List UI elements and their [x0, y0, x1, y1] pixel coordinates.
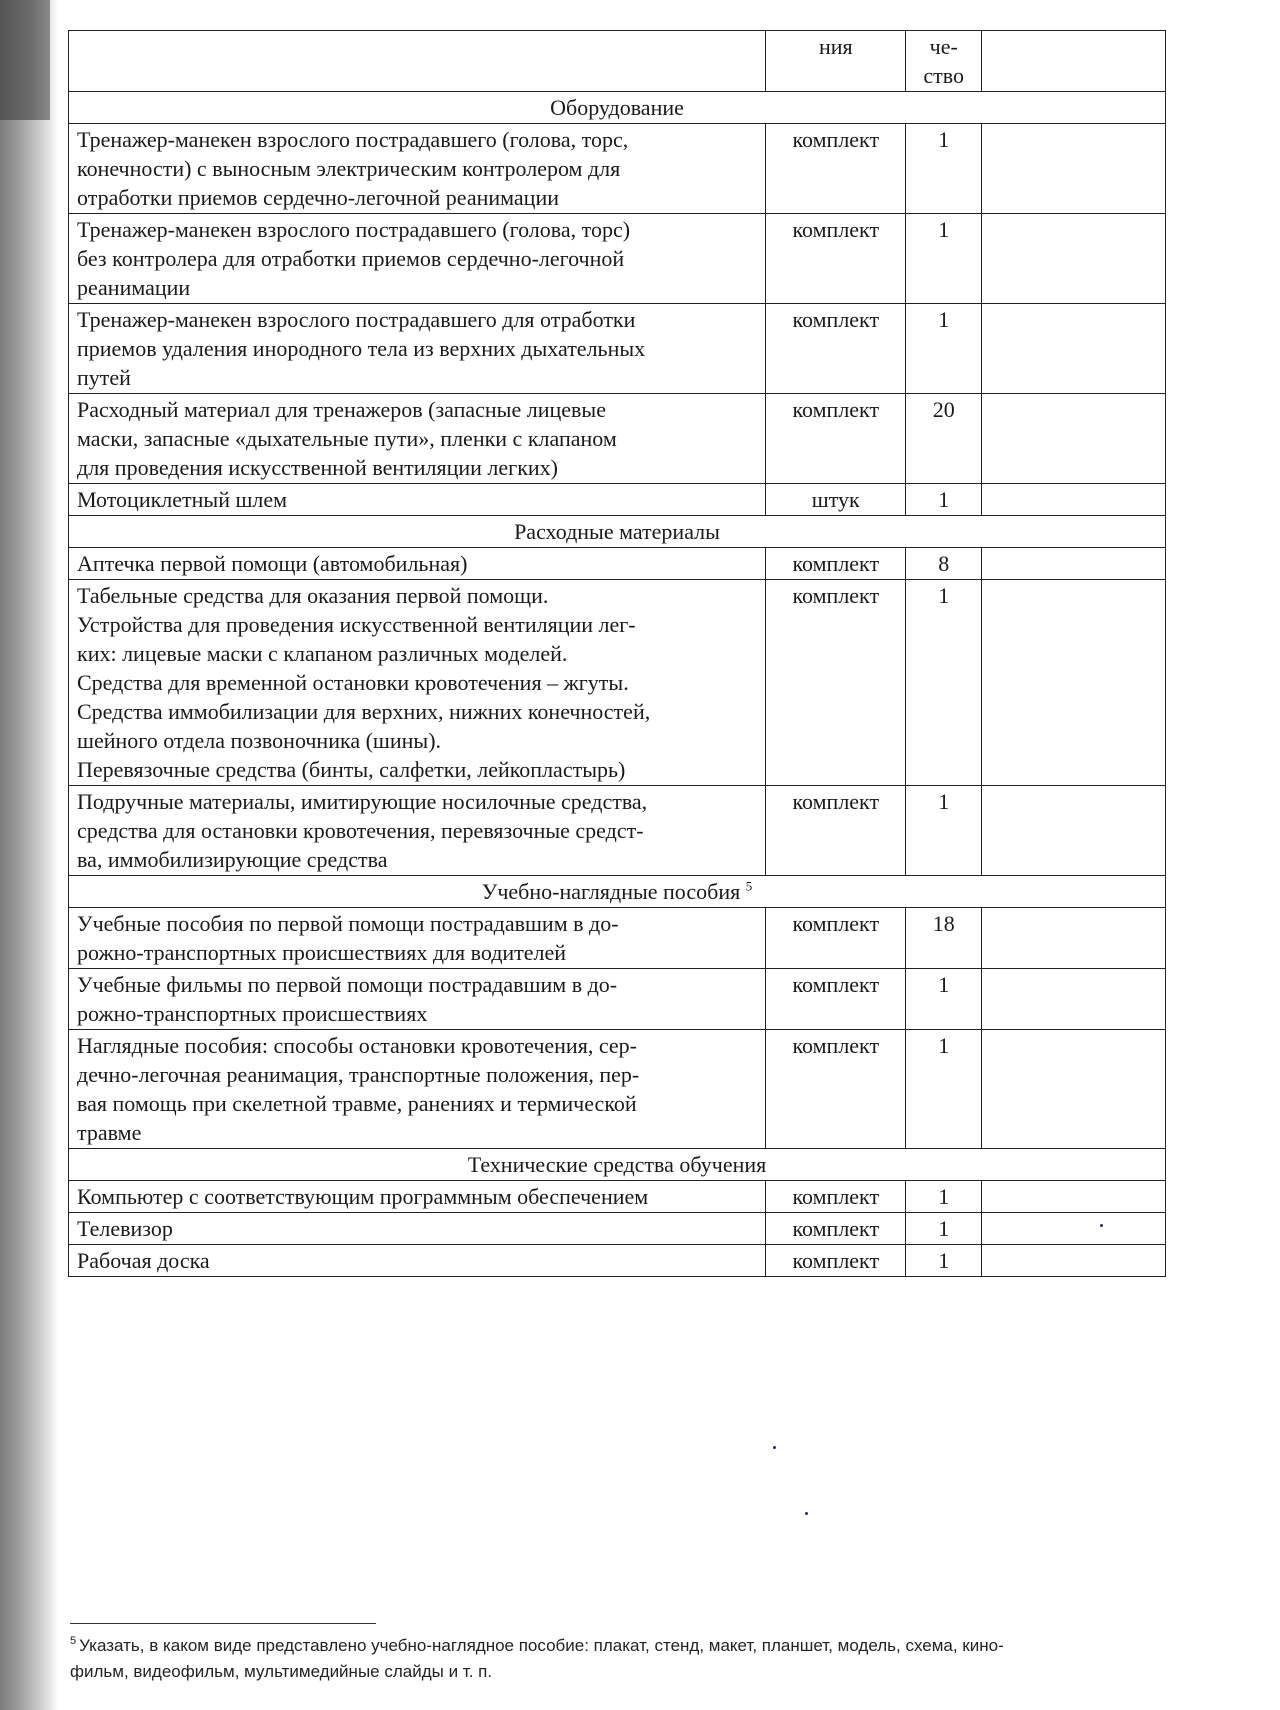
- section-title: [69, 516, 1166, 548]
- text-line: приемов удаления инородного тела из верхних дыхательных: [77, 336, 646, 361]
- table-row: [69, 786, 1166, 876]
- item-name-cell: [69, 580, 766, 786]
- text-line: Тренажер-манекен взрослого пострадавшего (голова, торс): [77, 217, 631, 242]
- item-qty-cell: 1: [906, 1245, 982, 1277]
- table-row: [69, 908, 1166, 969]
- item-name-cell: [69, 548, 766, 580]
- header-unit-cell: [766, 31, 906, 92]
- equipment-table-body: [69, 31, 1166, 1277]
- section-title-text: Технические средства обучения: [467, 1152, 767, 1177]
- section-title-text: Учебно-наглядные пособия: [481, 879, 741, 904]
- item-name-cell: [69, 484, 766, 516]
- item-note-cell: [982, 394, 1166, 484]
- table-row: [69, 394, 1166, 484]
- item-note-cell: [982, 484, 1166, 516]
- equipment-table: [68, 30, 1166, 1277]
- text-line: реанимации: [77, 275, 191, 300]
- text-line: Перевязочные средства (бинты, салфетки, лейкопластырь): [77, 757, 626, 782]
- item-qty-cell: 20: [906, 394, 982, 484]
- item-unit-cell: комплект: [766, 786, 906, 876]
- text-line: Тренажер-манекен взрослого пострадавшего (голова, торс,: [77, 127, 629, 152]
- item-name-cell: [69, 1245, 766, 1277]
- text-line: Средства иммобилизации для верхних, нижних конечностей,: [77, 699, 651, 724]
- table-row: [69, 214, 1166, 304]
- item-name-cell: [69, 1030, 766, 1149]
- text-line: Учебные фильмы по первой помощи пострадавшим в до-: [77, 972, 618, 997]
- item-name-cell: [69, 969, 766, 1030]
- header-unit-text: ния: [818, 34, 853, 59]
- page-edge-shadow: [0, 0, 58, 1710]
- table-row: [69, 969, 1166, 1030]
- item-note-cell: [982, 548, 1166, 580]
- text-line: че-: [929, 34, 958, 59]
- section-row: [69, 92, 1166, 124]
- text-line: ство: [923, 63, 965, 88]
- item-unit-cell: комплект: [766, 394, 906, 484]
- text-line: Расходный материал для тренажеров (запасные лицевые: [77, 397, 606, 422]
- scan-speck: [1100, 1224, 1103, 1227]
- text-line: Компьютер с соответствующим программным обеспечением: [77, 1184, 649, 1209]
- section-title: [69, 1149, 1166, 1181]
- item-qty-cell: 18: [906, 908, 982, 969]
- text-line: маски, запасные «дыхательные пути», пленки с клапаном: [77, 426, 617, 451]
- item-name-cell: [69, 1213, 766, 1245]
- item-qty-cell: 1: [906, 786, 982, 876]
- text-line: ва, иммобилизирующие средства: [77, 847, 388, 872]
- item-note-cell: [982, 1181, 1166, 1213]
- table-row: [69, 548, 1166, 580]
- item-note-cell: [982, 786, 1166, 876]
- item-name-cell: [69, 124, 766, 214]
- page-edge-dark: [0, 0, 50, 120]
- item-qty-cell: 1: [906, 969, 982, 1030]
- text-line: ких: лицевые маски с клапаном различных моделей.: [77, 641, 568, 666]
- text-line: травме: [77, 1120, 142, 1145]
- footnote: [70, 1633, 1170, 1685]
- text-line: Аптечка первой помощи (автомобильная): [77, 551, 468, 576]
- item-unit-cell: комплект: [766, 908, 906, 969]
- item-note-cell: [982, 124, 1166, 214]
- table-header-row: [69, 31, 1166, 92]
- item-name-cell: [69, 1181, 766, 1213]
- item-unit-cell: комплект: [766, 1213, 906, 1245]
- scan-speck: [805, 1512, 808, 1515]
- text-line: без контролера для отработки приемов сердечно-легочной: [77, 246, 625, 271]
- item-unit-cell: комплект: [766, 580, 906, 786]
- text-line: Устройства для проведения искусственной вентиляции лег-: [77, 612, 636, 637]
- item-unit-cell: комплект: [766, 214, 906, 304]
- table-row: [69, 1181, 1166, 1213]
- item-note-cell: [982, 304, 1166, 394]
- footnote-mark: 5: [70, 1635, 77, 1648]
- text-line: Мотоциклетный шлем: [77, 487, 288, 512]
- item-note-cell: [982, 969, 1166, 1030]
- text-line: Подручные материалы, имитирующие носилочные средства,: [77, 789, 648, 814]
- item-note-cell: [982, 580, 1166, 786]
- section-title: [69, 92, 1166, 124]
- item-name-cell: [69, 908, 766, 969]
- text-line: конечности) с выносным электрическим контролером для: [77, 156, 621, 181]
- item-name-cell: [69, 394, 766, 484]
- text-line: рожно-транспортных происшествиях: [77, 1001, 428, 1026]
- section-title: [69, 876, 1166, 908]
- item-unit-cell: комплект: [766, 1030, 906, 1149]
- text-line: вая помощь при скелетной травме, ранениях и термической: [77, 1091, 637, 1116]
- section-row: [69, 876, 1166, 908]
- item-note-cell: [982, 1245, 1166, 1277]
- table-row: [69, 304, 1166, 394]
- scan-speck: [773, 1446, 776, 1449]
- text-line: дечно-легочная реанимация, транспортные положения, пер-: [77, 1062, 640, 1087]
- text-line: рожно-транспортных происшествиях для водителей: [77, 940, 567, 965]
- table-row: [69, 484, 1166, 516]
- text-line: Рабочая доска: [77, 1248, 210, 1273]
- item-note-cell: [982, 908, 1166, 969]
- text-line: средства для остановки кровотечения, перевязочные средст-: [77, 818, 644, 843]
- item-qty-cell: 1: [906, 214, 982, 304]
- item-qty-cell: 1: [906, 1181, 982, 1213]
- item-unit-cell: комплект: [766, 969, 906, 1030]
- table-row: [69, 1213, 1166, 1245]
- item-qty-cell: 1: [906, 304, 982, 394]
- section-title-text: Расходные материалы: [514, 519, 720, 544]
- footnote-text: Указать, в каком виде представлено учебно-наглядное пособие: плакат, стенд, макет, планшет, модель, схема, кино- фильм, видеофильм, мультимедийные слайды и т. п.: [70, 1636, 1004, 1681]
- text-line: Телевизор: [77, 1216, 173, 1241]
- text-line: для проведения искусственной вентиляции легких): [77, 455, 558, 480]
- item-name-cell: [69, 786, 766, 876]
- text-line: путей: [77, 365, 131, 390]
- item-name-cell: [69, 304, 766, 394]
- item-unit-cell: комплект: [766, 1181, 906, 1213]
- text-line: Учебные пособия по первой помощи пострадавшим в до-: [77, 911, 619, 936]
- item-qty-cell: 1: [906, 1213, 982, 1245]
- section-title-text: Оборудование: [550, 95, 684, 120]
- header-name-cell: [69, 31, 766, 92]
- text-line: отработки приемов сердечно-легочной реанимации: [77, 185, 560, 210]
- section-row: [69, 1149, 1166, 1181]
- item-unit-cell: комплект: [766, 1245, 906, 1277]
- item-qty-cell: 1: [906, 124, 982, 214]
- item-note-cell: [982, 1030, 1166, 1149]
- item-note-cell: [982, 1213, 1166, 1245]
- table-row: [69, 124, 1166, 214]
- item-qty-cell: 1: [906, 1030, 982, 1149]
- item-note-cell: [982, 214, 1166, 304]
- table-row: [69, 1030, 1166, 1149]
- item-qty-cell: 8: [906, 548, 982, 580]
- item-unit-cell: комплект: [766, 124, 906, 214]
- text-line: Средства для временной остановки кровотечения – жгуты.: [77, 670, 629, 695]
- item-unit-cell: комплект: [766, 548, 906, 580]
- text-line: Тренажер-манекен взрослого пострадавшего для отработки: [77, 307, 636, 332]
- text-line: Наглядные пособия: способы остановки кровотечения, сер-: [77, 1033, 637, 1058]
- footnote-separator: [70, 1623, 376, 1624]
- item-name-cell: [69, 214, 766, 304]
- table-row: [69, 1245, 1166, 1277]
- text-line: шейного отдела позвоночника (шины).: [77, 728, 442, 753]
- footnote-reference: 5: [745, 878, 753, 894]
- item-qty-cell: 1: [906, 484, 982, 516]
- item-unit-cell: штук: [766, 484, 906, 516]
- text-line: Табельные средства для оказания первой помощи.: [77, 583, 549, 608]
- header-qty-cell: [906, 31, 982, 92]
- header-note-cell: [982, 31, 1166, 92]
- section-row: [69, 516, 1166, 548]
- item-qty-cell: 1: [906, 580, 982, 786]
- table-row: [69, 580, 1166, 786]
- item-unit-cell: комплект: [766, 304, 906, 394]
